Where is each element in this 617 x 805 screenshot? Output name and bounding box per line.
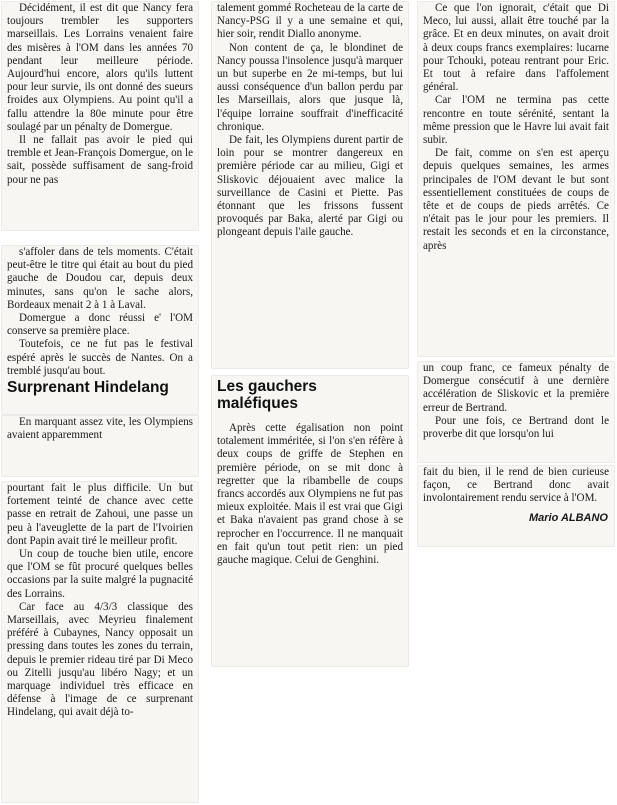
paragraph: De fait, les Olympiens durent partir de loin pour se montrer dangereux en première période car au milieu, Gigi et Sliskovic déjouaient avec malice la surveillance de Casini et Piette. Pas étonnant que les frissons fussent provoqués par Baka, alerté par Gigi ou plongeant depuis l'aile gauche.: [217, 134, 403, 239]
paragraph: s'affoler dans de tels moments. C'était peut-être le titre qui était au bout du pied gauche de Doudou car, depuis deux minutes, sans qu'on le sache alors, Bordeaux menait 2 à 1 à Laval.: [7, 246, 193, 311]
paragraph: Après cette égalisation non point totalement imméritée, si l'on s'en réfère à deux coups de griffe de Stephen en première période, on se mit donc à regretter que la ribambelle de coups francs accordés aux Olympiens ne fut pas mieux exploitée. Mais il est vrai que Gigi et Baka n'avaient pas grand chose à se reprocher en l'occurrence. Il ne manquait en fait qu'un tout petit rien: un pied gauche magique. Celui de Genghini.: [217, 422, 403, 567]
section-heading: Les gauchers maléfiques: [217, 378, 317, 412]
paragraph: Non content de ça, le blondinet de Nancy poussa l'insolence jusqu'à marquer un but superbe en 2e mi-temps, but lui aussi conséquence d'un ballon perdu par les Marseillais, alors que jusque là, l'équipe lorraine souffrait d'inefficacité chronique.: [217, 41, 403, 133]
paragraph: Pour une fois, ce Bertrand dont le proverbe dit que lorsqu'on lui: [423, 414, 609, 441]
section-heading: Surprenant Hindelang: [7, 379, 169, 397]
paragraph: Ce que l'on ignorait, c'était que Di Meco, lui aussi, allait être touché par la grâce. Et en deux minutes, on avait droit à deux coups francs exemplaires: lucarne pour Tchouki, poteau rentrant pour Eric. Et tout à refaire dans l'affolement général.: [423, 2, 609, 94]
text-block-1a: [2, 2, 198, 230]
text-block-2b: [212, 376, 408, 666]
text-block-1c: [2, 416, 198, 476]
author-signature: Mario ALBANO: [528, 511, 608, 524]
paragraph: Décidément, il est dit que Nancy fera toujours trembler les supporters marseillais. Les Lorrains venaient faire des misères à l'OM dans les années 70 pendant leur meilleure période. Aujourd'hui encore, alors qu'ils luttent pour leur survie, ils ont donné des sueurs froides aux Olympiens. Au point qu'il a fallu attendre la 80e minute pour être soulagé par un pénalty de Domergue.: [7, 2, 193, 133]
paragraph: Car l'OM ne termina pas cette rencontre en toute sérénité, sentant la même pression que le Havre lui avait fait subir.: [423, 94, 609, 147]
paragraph: Un coup de touche bien utile, encore que l'OM se fût procuré quelques belles occasions par la suite malgré la pugnacité des Lorrains.: [7, 548, 193, 600]
text-block-1b: [2, 246, 198, 414]
paragraph: Car face au 4/3/3 classique des Marseillais, avec Meyrieu finalement préféré à Cubaynes, Nancy opposait un pressing dans toutes les zones du terrain, depuis le premier rideau tiré par Di Meco ou Zitelli jusqu'au libéro Nagy; et un marquage individuel très efficace en défense à l'image de ce surprenant Hindelang, qui avait déjà to-: [7, 600, 193, 719]
text-block-2a: [212, 2, 408, 368]
text-block-3c: [418, 466, 614, 546]
paragraph: un coup franc, ce fameux pénalty de Domergue consécutif à une dernière accélération de Sliskovic et la première erreur de Bertrand.: [423, 362, 609, 414]
text-block-3a: [418, 2, 614, 356]
paragraph: En marquant assez vite, les Olympiens avaient apparemment: [7, 416, 193, 442]
text-block-3b: [418, 362, 614, 462]
paragraph: pourtant fait le plus difficile. Un but fortement teinté de chance avec cette passe en retrait de Zahoui, une passe un peu à l'aveuglette de la part de l'Ivoirien dont Papin avait tiré le meilleur profit.: [7, 482, 193, 547]
paragraph: De fait, comme on s'en est aperçu depuis quelques semaines, les armes principales de l'OM devant le but sont essentiellement constituées de coups de tête et de coups de pieds arrêtés. Ce n'était pas le jour pour les premiers. Il restait les seconds et en la circonstance, après: [423, 147, 609, 252]
paragraph: Il ne fallait pas avoir le pied qui tremble et Jean-François Domergue, on le sait, possède suffisament de sang-froid pour ne pas: [7, 134, 193, 186]
text-block-1d: [2, 482, 198, 802]
paragraph: Domergue a donc réussi e' l'OM conserve sa première place.: [7, 312, 193, 338]
paragraph: Toutefois, ce ne fut pas le festival espéré après le succès de Nantes. On a tremblé jusqu'au bout.: [7, 338, 193, 377]
paragraph: fait du bien, il le rend de bien curieuse façon, ce Bertrand donc avait involontairement rendu service à l'OM.: [423, 466, 609, 505]
paragraph: talement gommé Rocheteau de la carte de Nancy-PSG il y a une semaine et qui, hier soir, rendit Diallo anonyme.: [217, 2, 403, 41]
